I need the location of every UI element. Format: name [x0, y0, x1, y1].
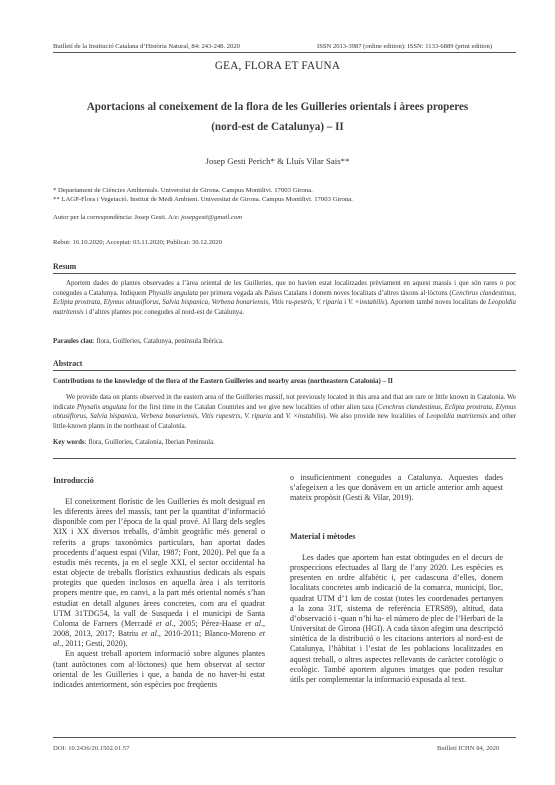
resum-heading: Resum: [53, 262, 77, 271]
doi[interactable]: DOI: 10.2436/20.1502.01.57: [53, 745, 130, 752]
article-title-line-1: Aportacions al coneixement de la flora de les Guilleries orientals i àrees properes: [86, 101, 469, 113]
journal-reference: Butlletí de la Institució Catalana d’Història Natural, 84: 243-248. 2020: [53, 43, 240, 50]
intro-heading: Introducció: [53, 476, 94, 485]
article-title: [60, 98, 495, 138]
resum-text: Aportem dades de plantes observades a l’àrea oriental de les Guilleries, que no havien estat localitzades prèviament en aquest massís i que són rares o poc conegudes a Catalunya. Indiquem Physalis angulata per primera vegada als Països Catalans i donem noves localitats d’altres tàxons al·lòctons (Cenchrus clandestinus, Eclipta prostrata, Elymus obtusiflorus, Salvia hispanica, Verbena bonariensis, Vitis ru-pestris, V. riparia i V. ×instabilis). Aportem també noves localitats de Leopoldia matritensis i d’altres plantes poc conegudes al nord-est de Catalunya.: [53, 280, 517, 316]
intro-continuation: o insuficientment conegudes a Catalunya. Aquestes dades s’afegeixen a les que donàvem en un article anterior amb aquest mateix propòsit (Gesti & Vilar, 2019).: [290, 473, 503, 503]
abstract-rule: [53, 370, 516, 371]
abstract-english-title: Contributions to the knowledge of the flora of the Eastern Guilleries and nearby areas (northeastern Catalonia) – II: [53, 378, 393, 385]
header-rule: [53, 52, 516, 53]
dates: Rebut: 16.10.2020; Acceptat: 03.11.2020; Publicat: 30.12.2020: [53, 239, 222, 246]
issn: ISSN 2013-3987 (online edition): ISSN: 1133-6889 (print edition): [317, 43, 493, 50]
resum-rule: [53, 273, 516, 274]
correspondence-email[interactable]: josepgesti@gmail.com: [181, 214, 243, 221]
affiliation-1: * Departament de Ciències Ambientals. Universitat de Girona. Campus Montilivi. 17003 Girona.: [53, 187, 313, 194]
intro-paragraph-2: En aquest treball aportem informació sobre algunes plantes (tant autòctones com al·lòctones) que hem observat al sector oriental de les Guilleries i que, a banda de no haver-hi estat indicades anteriorment, són espècies poc freqüents: [53, 649, 265, 689]
intro-column: [53, 497, 265, 690]
article-title-line-2: (nord-est de Catalunya) – II: [211, 120, 344, 133]
authors: Josep Gesti Perich* & Lluís Vilar Sais**: [205, 156, 350, 166]
methods-heading: Material i mètodes: [290, 532, 356, 541]
section-title: GEA, FLORA ET FAUNA: [214, 60, 341, 72]
abstract-keywords: Key words: flora, Guilleries, Catalonia, Iberian Peninsula.: [53, 439, 215, 446]
abstract-heading: Abstract: [53, 359, 83, 368]
correspondence: [53, 213, 523, 222]
footer-page-reference: Butlletí ICHN 84, 2020: [437, 745, 500, 752]
affiliations: [53, 186, 523, 205]
footer-rule: [53, 737, 516, 738]
methods-paragraph-1: Les dades que aportem han estat obtingudes en el decurs de prospeccions efectuades al llarg de l’any 2020. Les espècies es presenten en ordre alfabètic i, per cadascuna d’elles, donem localitats concretes amb indicació de la comarca, municipi, lloc, quadrat UTM d’1 km de costat (totes les coordenades pertanyen a la zona 31T, sistema de referència ETRS89), altitud, data d’observació i -quan n’hi ha- el número de plec de l’Herbari de la Universitat de Girona (HGI). A cada tàxon afegim una descripció sintètica de la distribució o les citacions anteriors al nord-est de Catalunya, l’hàbitat i l’estat de les poblacions localitzades en aquest treball, o altres aspectes rellevants de caràcter corològic o ecològic. També aportem algunes imatges que poden resultar útils per complementar la informació exposada al text.: [290, 553, 503, 684]
resum-keywords: Paraules clau: flora, Guilleries, Catalunya, península Ibèrica.: [53, 338, 224, 345]
correspondence-label: Autor per la correspondència: Josep Gesti. A/e:: [53, 214, 182, 221]
intro-paragraph-1: El coneixement florístic de les Guilleries és molt desigual en les diferents àrees del massís, tant per la quantitat d’informació disponible com per l’època de la qual prové. Al llarg dels segles XIX i XX diversos treballs, d’àmbit geogràfic més general o referits a grups taxonòmics particulars, han aportat dades procedents d’aquest espai (Vilar, 1987; Font, 2020). Pel que fa a estudis més recents, ja en el segle XXI, el sector occidental ha estat objecte de treballs florístics exhaustius dedicats als espais protegits que queden inclosos en aquella àrea i als territoris propers mentre que, en canvi, a la part més oriental només s’han estudiat en detall algunes àrees concretes, com ara el quadrat UTM 31TDG54, la vall de Susqueda i el municipi de Santa Coloma de Farners (Mercadé et al., 2005; Pérez-Haase et al., 2008, 2013, 2017; Batriu et al., 2010-2011; Blanco-Moreno et al., 2011; Gesti, 2020).: [53, 497, 265, 649]
methods-column: [290, 553, 503, 685]
affiliation-2: ** LAGP-Flora i Vegetació. Institut de Medi Ambient. Universitat de Girona. Campus Montilivi. 17003 Girona.: [53, 196, 353, 204]
abstract-text: We provide data on plants observed in the eastern area of the Guilleries massif, not previously located in this area and that are rare or little known in Catalonia. We indicate Physalis angulata for the first time in the Catalan Countries and we give new localities of other alien taxa (Cenchrus clandestinus, Eclipta prostrata, Elymus obtusiflorus, Salvia hispanica, Verbena bonariensis, Vitis rupestris, V. riparia and V. ×instabilis). We also provide new localities of Leopoldia matritensis and other little-known plants in the northeast of Catalonia.: [53, 394, 516, 430]
body-rule: [53, 458, 516, 459]
